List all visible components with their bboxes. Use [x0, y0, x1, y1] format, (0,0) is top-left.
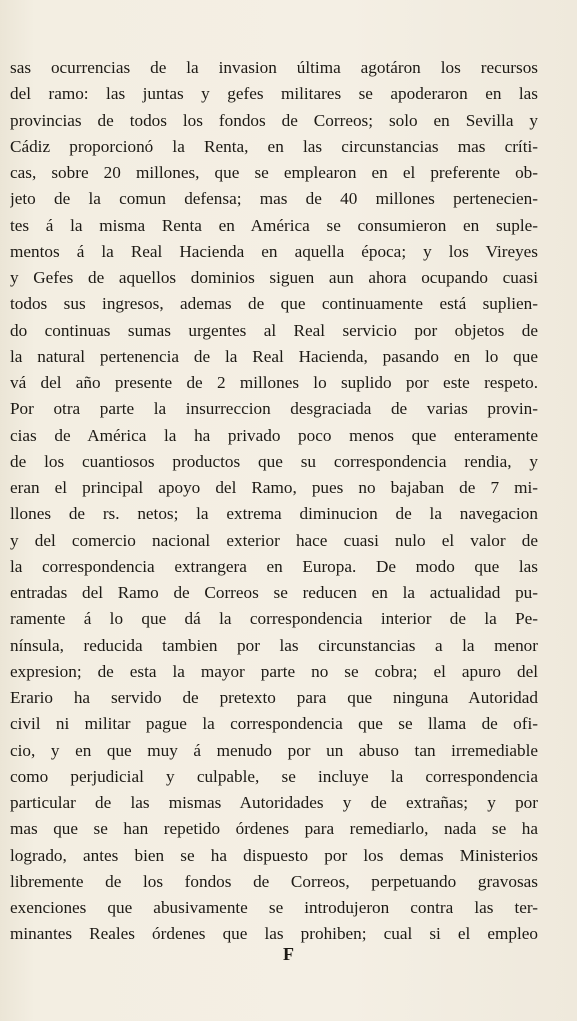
text-line: entradas del Ramo de Correos se reducen en la actualidad pu- [10, 583, 538, 602]
text-line: sas ocurrencias de la invasion última agotáron los recursos [10, 58, 538, 77]
text-line: la correspondencia extrangera en Europa. De modo que las [10, 556, 538, 576]
text-line: de los cuantiosos productos que su correspondencia rendia, y [10, 451, 538, 471]
text-line: eran el principal apoyo del Ramo, pues no bajaban de 7 mi- [10, 478, 538, 497]
text-line: exenciones que abusivamente se introdujeron contra las ter- [10, 898, 538, 917]
text-line: Erario ha servido de pretexto para que ninguna Autoridad [10, 688, 538, 707]
text-line: mentos á la Real Hacienda en aquella época; y los Vireyes [10, 241, 538, 261]
text-line: tes á la misma Renta en América se consumieron en suple- [10, 215, 538, 235]
text-line: del ramo: las juntas y gefes militares se apoderaron en las [10, 84, 538, 104]
signature-mark: F [283, 944, 294, 964]
text-line: cas, sobre 20 millones, que se emplearon en el preferente ob- [10, 163, 538, 182]
text-line: Por otra parte la insurreccion desgraciada de varias provin- [10, 399, 538, 419]
body-text [10, 55, 538, 948]
text-line: do continuas sumas urgentes al Real servicio por objetos de [10, 320, 538, 340]
text-line: como perjudicial y culpable, se incluye la correspondencia [10, 766, 538, 786]
text-line: particular de las mismas Autoridades y de extrañas; y por [10, 793, 538, 812]
text-line: la natural pertenencia de la Real Hacienda, pasando en lo que [10, 346, 538, 366]
text-line: cio, y en que muy á menudo por un abuso tan irremediable [10, 740, 538, 760]
text-line: libremente de los fondos de Correos, perpetuando gravosas [10, 871, 538, 891]
text-line: jeto de la comun defensa; mas de 40 millones pertenecien- [10, 189, 538, 209]
text-line: todos sus ingresos, ademas de que continuamente está suplien- [10, 294, 538, 314]
text-line: provincias de todos los fondos de Correos; solo en Sevilla y [10, 110, 538, 130]
text-line: y Gefes de aquellos dominios siguen aun ahora ocupando cuasi [10, 268, 538, 287]
text-line: civil ni militar pague la correspondencia que se llama de ofi- [10, 714, 538, 734]
text-line: Cádiz proporcionó la Renta, en las circunstancias mas críti- [10, 136, 538, 156]
text-line: mas que se han repetido órdenes para remediarlo, nada se ha [10, 819, 538, 839]
text-line: cias de América la ha privado poco menos que enteramente [10, 425, 538, 445]
text-line: minantes Reales órdenes que las prohiben; cual si el empleo [10, 924, 538, 944]
text-line: logrado, antes bien se ha dispuesto por los demas Ministerios [10, 845, 538, 865]
text-line: y del comercio nacional exterior hace cuasi nulo el valor de [10, 530, 538, 550]
text-line: vá del año presente de 2 millones lo suplido por este respeto. [10, 373, 538, 392]
text-line: expresion; de esta la mayor parte no se cobra; el apuro del [10, 661, 538, 681]
text-line: ramente á lo que dá la correspondencia interior de la Pe- [10, 609, 538, 629]
text-line: nínsula, reducida tambien por las circunstancias a la menor [10, 635, 538, 655]
text-line: llones de rs. netos; la extrema diminucion de la navegacion [10, 504, 538, 524]
